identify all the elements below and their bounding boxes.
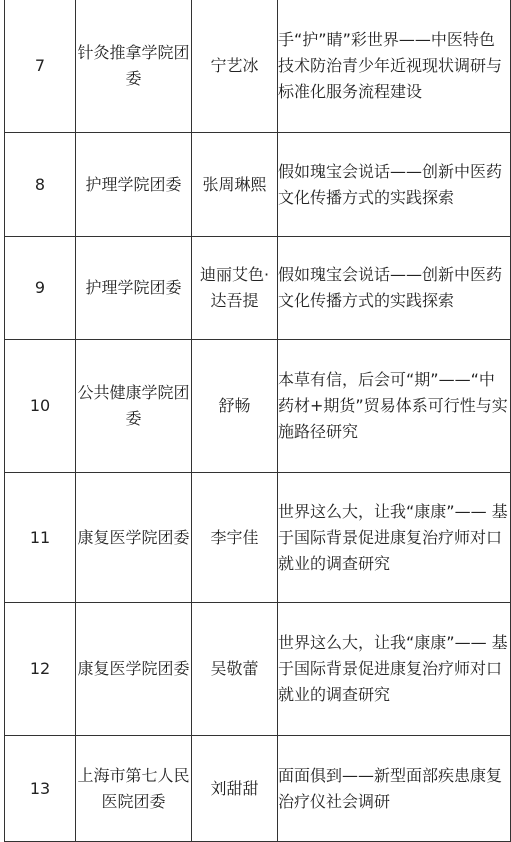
person-name-cell: 宁艺冰 bbox=[192, 0, 278, 133]
organization-cell: 康复医学院团委 bbox=[76, 473, 192, 603]
organization-cell: 康复医学院团委 bbox=[76, 603, 192, 736]
table-row bbox=[5, 473, 511, 603]
project-table bbox=[4, 0, 511, 842]
organization-cell: 针灸推拿学院团委 bbox=[76, 0, 192, 133]
person-name-cell: 舒畅 bbox=[192, 340, 278, 473]
table-row bbox=[5, 736, 511, 842]
person-name-cell: 张周琳熙 bbox=[192, 133, 278, 237]
organization-cell: 护理学院团委 bbox=[76, 133, 192, 237]
project-title-cell: 手“护”睛”彩世界——中医特色技术防治青少年近视现状调研与标准化服务流程建设 bbox=[278, 0, 511, 133]
project-title-cell: 面面俱到——新型面部疾患康复治疗仪社会调研 bbox=[278, 736, 511, 842]
project-title-cell: 假如瑰宝会说话——创新中医药文化传播方式的实践探索 bbox=[278, 237, 511, 340]
table-row bbox=[5, 0, 511, 133]
organization-cell: 公共健康学院团委 bbox=[76, 340, 192, 473]
person-name-cell: 刘甜甜 bbox=[192, 736, 278, 842]
row-number: 13 bbox=[5, 736, 76, 842]
row-number: 7 bbox=[5, 0, 76, 133]
row-number: 9 bbox=[5, 237, 76, 340]
organization-cell: 护理学院团委 bbox=[76, 237, 192, 340]
person-name-cell: 吴敬蕾 bbox=[192, 603, 278, 736]
row-number: 12 bbox=[5, 603, 76, 736]
row-number: 10 bbox=[5, 340, 76, 473]
row-number: 8 bbox=[5, 133, 76, 237]
table-row bbox=[5, 133, 511, 237]
project-title-cell: 世界这么大，让我“康康”—— 基于国际背景促进康复治疗师对口就业的调查研究 bbox=[278, 603, 511, 736]
organization-cell: 上海市第七人民医院团委 bbox=[76, 736, 192, 842]
row-number: 11 bbox=[5, 473, 76, 603]
table-row bbox=[5, 340, 511, 473]
project-title-cell: 本草有信，后会可“期”——“中药材+期货”贸易体系可行性与实施路径研究 bbox=[278, 340, 511, 473]
table-row bbox=[5, 237, 511, 340]
project-title-cell: 假如瑰宝会说话——创新中医药文化传播方式的实践探索 bbox=[278, 133, 511, 237]
project-title-cell: 世界这么大，让我“康康”—— 基于国际背景促进康复治疗师对口就业的调查研究 bbox=[278, 473, 511, 603]
person-name-cell: 李宇佳 bbox=[192, 473, 278, 603]
table-row bbox=[5, 603, 511, 736]
person-name-cell: 迪丽艾色·达吾提 bbox=[192, 237, 278, 340]
